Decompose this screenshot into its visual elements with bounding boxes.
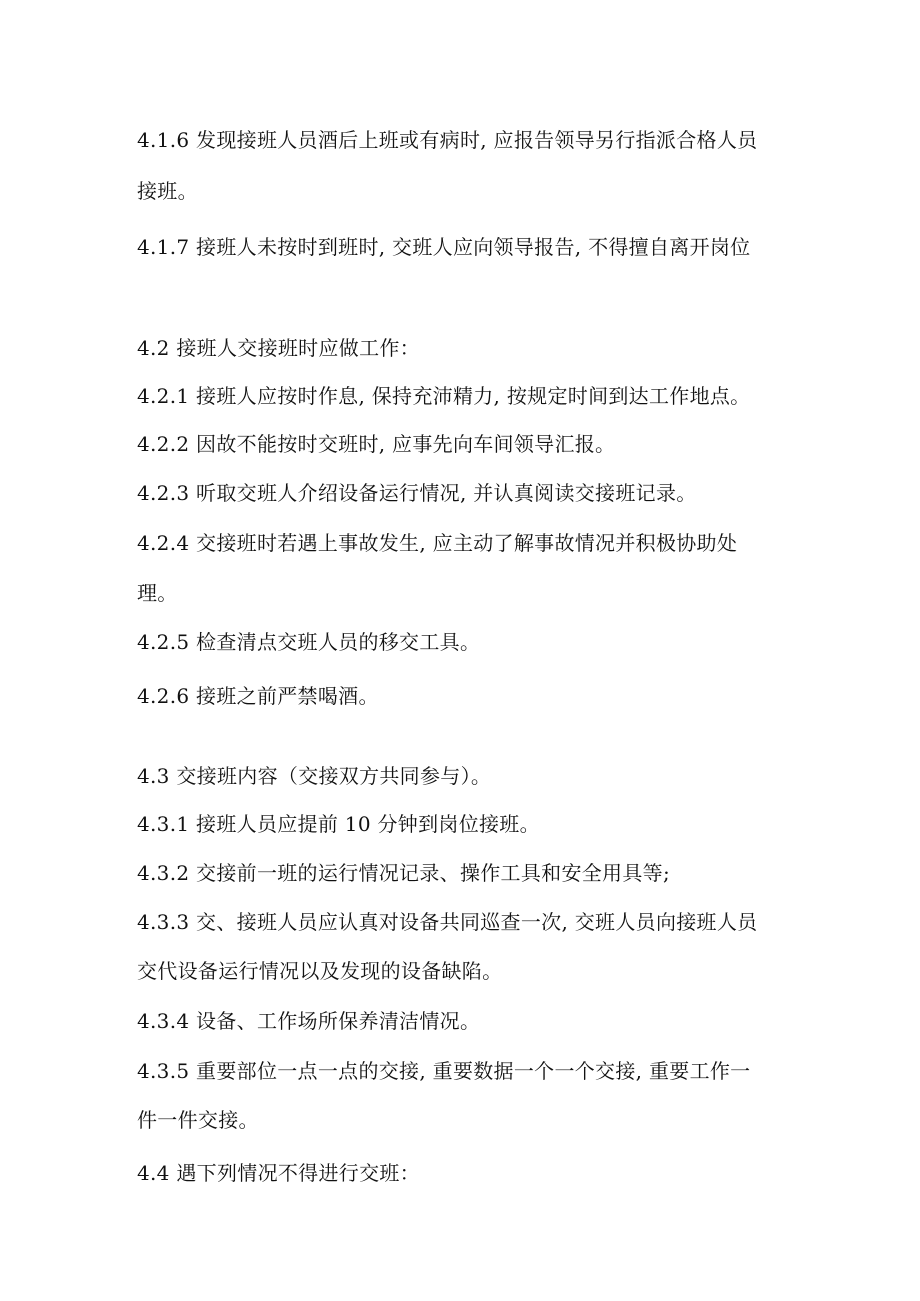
text-line: 4.3.4 设备、工作场所保养清洁情况。 [137, 1009, 481, 1033]
text-line: 4.2.1 接班人应按时作息, 保持充沛精力, 按规定时间到达工作地点。 [137, 384, 751, 408]
text-line: 4.2.3 听取交班人介绍设备运行情况, 并认真阅读交接班记录。 [137, 481, 697, 505]
text-line: 4.2.2 因故不能按时交班时, 应事先向车间领导汇报。 [137, 432, 616, 456]
text-line: 4.3.5 重要部位一点一点的交接, 重要数据一个一个交接, 重要工作一 [137, 1059, 751, 1083]
text-line: 4.1.7 接班人未按时到班时, 交班人应向领导报告, 不得擅自离开岗位 [137, 235, 751, 259]
text-line: 4.2.4 交接班时若遇上事故发生, 应主动了解事故情况并积极协助处 [137, 531, 738, 555]
section-heading: 4.3 交接班内容（交接双方共同参与）。 [137, 764, 492, 788]
text-line: 4.3.2 交接前一班的运行情况记录、操作工具和安全用具等; [137, 861, 670, 885]
text-line: 4.2.5 检查清点交班人员的移交工具。 [137, 630, 481, 654]
section-heading: 4.4 遇下列情况不得进行交班： [137, 1161, 420, 1185]
text-line: 理。 [137, 581, 178, 605]
text-line: 件一件交接。 [137, 1108, 259, 1132]
text-line: 4.2.6 接班之前严禁喝酒。 [137, 684, 379, 708]
text-line: 接班。 [137, 179, 198, 203]
text-line: 交代设备运行情况以及发现的设备缺陷。 [137, 959, 503, 983]
section-heading: 4.2 接班人交接班时应做工作： [137, 336, 420, 360]
text-line: 4.3.1 接班人员应提前 10 分钟到岗位接班。 [137, 812, 540, 836]
text-line: 4.1.6 发现接班人员酒后上班或有病时, 应报告领导另行指派合格人员 [137, 128, 758, 152]
text-line: 4.3.3 交、接班人员应认真对设备共同巡查一次, 交班人员向接班人员 [137, 910, 758, 934]
